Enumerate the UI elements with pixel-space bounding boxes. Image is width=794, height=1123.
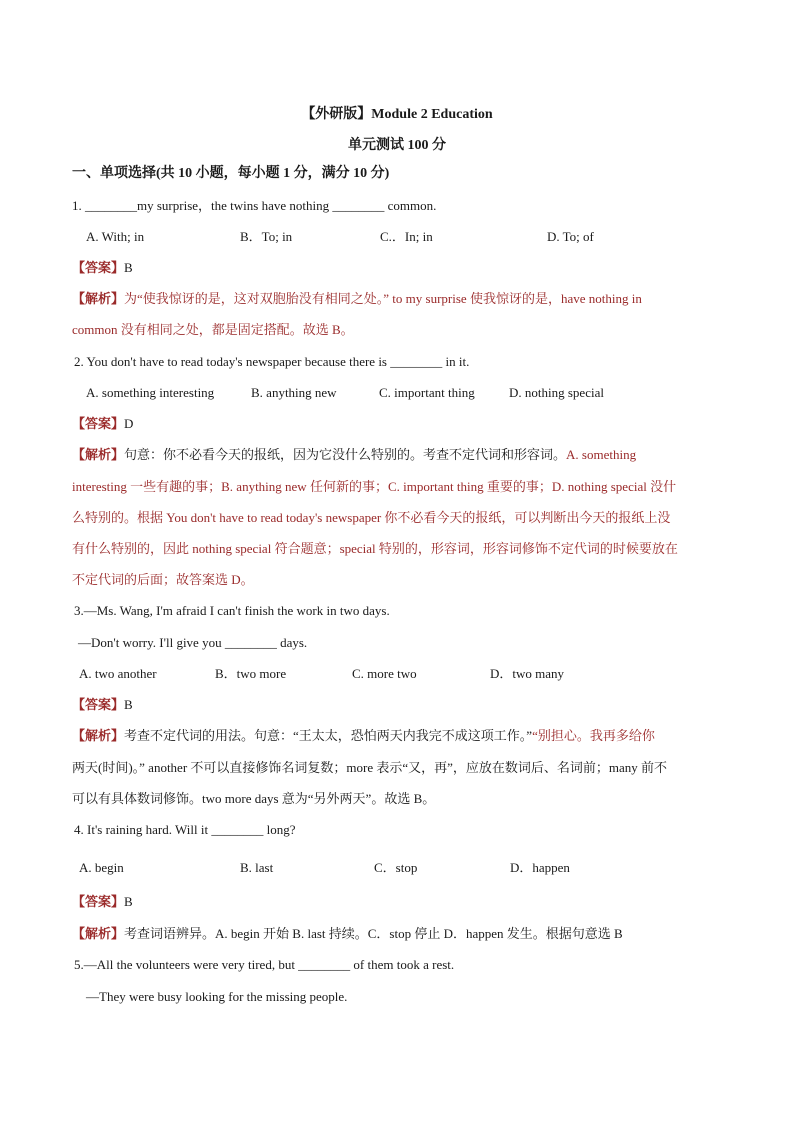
question-3-answer <box>72 696 133 714</box>
question-2-analysis-cont: interesting 一些有趣的事；B. anything new 任何新的事；C. important thing 重要的事；D. nothing special 没什 <box>72 479 677 494</box>
question-5-stem-reply: —They were busy looking for the missing people. <box>86 989 348 1004</box>
question-3-option-a: A. two another <box>79 666 157 681</box>
question-1-stem: 1. ________my surprise，the twins have nothing ________ common. <box>72 198 437 213</box>
document-title: 【外研版】Module 2 Education <box>301 107 493 122</box>
document-subtitle: 单元测试 100 分 <box>348 138 446 153</box>
analysis-label: 【解析】 <box>72 926 125 941</box>
answer-label: 【答案】 <box>72 260 125 275</box>
question-2-option-c: C. important thing <box>379 385 475 400</box>
question-2-option-b: B. anything new <box>251 385 337 400</box>
question-1-answer <box>72 259 133 277</box>
question-1-option-c: C.．In; in <box>380 229 433 244</box>
question-5-stem: 5.—All the volunteers were very tired, but ________ of them took a rest. <box>74 957 455 972</box>
analysis-text: 句意：你不必看今天的报纸，因为它没什么特别的。考查不定代词和形容词。 <box>124 447 567 462</box>
section-heading: 一、单项选择(共 10 小题，每小题 1 分，满分 10 分) <box>72 166 390 181</box>
question-2-analysis-cont: 不定代词的后面；故答案选 D。 <box>72 572 254 587</box>
question-1-analysis <box>72 290 642 308</box>
answer-value: B <box>124 260 133 275</box>
question-4-option-c: C．stop <box>374 860 418 875</box>
question-3-option-d: D．two many <box>490 666 565 681</box>
question-1-analysis-cont: common 没有相同之处，都是固定搭配。故选 B。 <box>72 322 354 337</box>
question-1-option-a: A. With; in <box>86 229 145 244</box>
answer-label: 【答案】 <box>72 894 125 909</box>
analysis-label: 【解析】 <box>72 291 125 306</box>
question-3-stem-reply: —Don't worry. I'll give you ________ days. <box>78 635 308 650</box>
question-3-option-b: B．two more <box>215 666 287 681</box>
question-2-analysis-cont: 有什么特别的，因此 nothing special 符合题意；special 特别的，形容词，形容词修饰不定代词的时候要放在 <box>72 541 678 556</box>
question-2-analysis <box>72 446 636 464</box>
question-4-option-d: D．happen <box>510 860 570 875</box>
question-2-analysis-cont: 么特别的。根据 You don't have to read today's newspaper 你不必看今天的报纸，可以判断出今天的报纸上没 <box>72 510 671 525</box>
question-4-option-a: A. begin <box>79 860 124 875</box>
analysis-text-highlight: “别担心。我再多给你 <box>532 728 655 743</box>
answer-value: B <box>124 697 133 712</box>
analysis-text: 考查不定代词的用法。句意：“王太太，恐怕两天内我完不成这项工作。” <box>124 728 533 743</box>
answer-label: 【答案】 <box>72 697 125 712</box>
analysis-label: 【解析】 <box>72 728 125 743</box>
answer-value: B <box>124 894 133 909</box>
question-1-option-d: D. To; of <box>547 229 594 244</box>
question-4-stem: 4. It's raining hard. Will it ________ long? <box>74 822 296 837</box>
question-3-option-c: C. more two <box>352 666 417 681</box>
question-2-option-a: A. something interesting <box>86 385 215 400</box>
question-1-option-b: B．To; in <box>240 229 293 244</box>
answer-value: D <box>124 416 134 431</box>
question-4-answer <box>72 893 133 911</box>
question-3-analysis <box>72 727 655 745</box>
question-2-stem: 2. You don't have to read today's newspaper because there is ________ in it. <box>74 354 470 369</box>
question-2-answer <box>72 415 133 433</box>
question-4-option-b: B. last <box>240 860 274 875</box>
question-4-analysis <box>72 925 623 943</box>
analysis-text: 考查词语辨异。A. begin 开始 B. last 持续。C．stop 停止 D．happen 发生。根据句意选 B <box>124 926 623 941</box>
answer-label: 【答案】 <box>72 416 125 431</box>
question-3-analysis-cont: 可以有具体数词修饰。two more days 意为“另外两天”。故选 B。 <box>72 791 436 806</box>
analysis-text-highlight: A. something <box>566 447 637 462</box>
analysis-label: 【解析】 <box>72 447 125 462</box>
question-3-analysis-cont: 两天(时间)。” another 不可以直接修饰名词复数；more 表示“又，再”，应放在数词后、名词前；many 前不 <box>72 760 668 775</box>
question-3-stem: 3.—Ms. Wang, I'm afraid I can't finish the work in two days. <box>74 603 390 618</box>
analysis-text: 为“使我惊讶的是，这对双胞胎没有相同之处。” to my surprise 使我惊讶的是，have nothing in <box>124 291 642 306</box>
question-2-option-d: D. nothing special <box>509 385 604 400</box>
